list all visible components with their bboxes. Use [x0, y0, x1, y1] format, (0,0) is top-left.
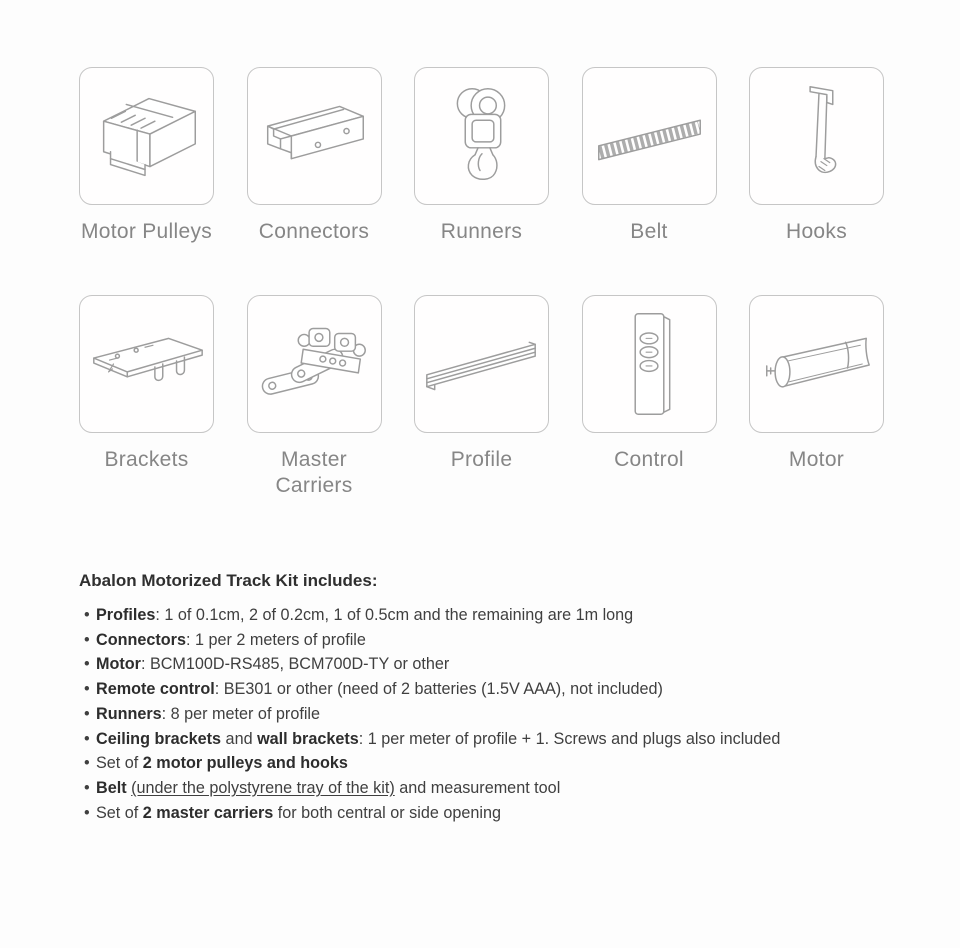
- kit-item-profiles: [79, 603, 907, 628]
- part-label: Brackets: [104, 448, 189, 471]
- part-image-box: [247, 67, 382, 205]
- text-run: and: [221, 729, 258, 748]
- text-run: : BCM100D-RS485, BCM700D-TY or other: [140, 655, 450, 674]
- part-image-box: [414, 295, 549, 433]
- part-label: Hooks: [785, 220, 848, 243]
- part-motor: [749, 295, 884, 499]
- part-image-box: [582, 67, 717, 205]
- text-run-bold: 2 master carriers: [142, 803, 274, 822]
- part-image-box: [749, 67, 884, 205]
- text-run: for both central or side opening: [273, 803, 501, 822]
- part-image-box: [749, 295, 884, 433]
- part-belt: [582, 67, 717, 245]
- part-image-box: [414, 67, 549, 205]
- text-run-bold: Connectors: [96, 630, 186, 649]
- kit-list: [79, 603, 907, 825]
- connectors-icon: [248, 67, 381, 205]
- part-label: Belt: [630, 220, 668, 243]
- kit-item-motor: [79, 652, 907, 677]
- kit-heading: Abalon Motorized Track Kit includes:: [79, 571, 378, 590]
- text-run: : 8 per meter of profile: [161, 704, 321, 723]
- text-run: and measurement tool: [394, 778, 561, 797]
- part-label: Motor: [788, 448, 845, 471]
- hooks-icon: [750, 67, 883, 205]
- kit-item-runners: [79, 702, 907, 727]
- motor-icon: [750, 295, 883, 433]
- part-control: [582, 295, 717, 499]
- parts-row-1: [79, 67, 884, 245]
- part-master-carriers: [247, 295, 382, 499]
- master-carriers-icon: [248, 295, 381, 433]
- kit-info-section: [79, 570, 907, 825]
- part-hooks: [749, 67, 884, 245]
- kit-item-belt: [79, 776, 907, 801]
- text-run: Set of: [96, 754, 143, 773]
- part-label: Master Carriers: [275, 448, 353, 497]
- belt-icon: [583, 67, 716, 205]
- parts-row-2: [79, 295, 884, 499]
- kit-item-connectors: [79, 628, 907, 653]
- part-motor-pulleys: [79, 67, 214, 245]
- part-label: Runners: [440, 220, 523, 243]
- profile-icon: [415, 295, 548, 433]
- kit-item-master-carriers: [79, 801, 907, 826]
- part-profile: [414, 295, 549, 499]
- kit-item-brackets: [79, 727, 907, 752]
- text-run-bold: Motor: [96, 655, 141, 674]
- part-label: Profile: [450, 448, 513, 471]
- part-image-box: [79, 67, 214, 205]
- text-run: Set of: [96, 803, 143, 822]
- part-image-box: [247, 295, 382, 433]
- part-brackets: [79, 295, 214, 499]
- text-run: : 1 of 0.1cm, 2 of 0.2cm, 1 of 0.5cm and the remaining are 1m long: [155, 606, 634, 624]
- text-run-bold: Ceiling brackets: [96, 729, 222, 748]
- text-run-bold: Runners: [96, 704, 162, 723]
- control-icon: [583, 295, 716, 433]
- text-run: : 1 per meter of profile + 1. Screws and plugs also included: [358, 729, 781, 748]
- text-run-bold: wall brackets: [257, 729, 359, 748]
- part-label: Motor Pulleys: [80, 220, 213, 243]
- part-label: Connectors: [258, 220, 370, 243]
- text-run-bold: Profiles: [96, 606, 156, 624]
- text-run-bold: 2 motor pulleys and hooks: [142, 754, 348, 773]
- part-label: Control: [614, 448, 684, 471]
- runners-icon: [415, 67, 548, 205]
- part-runners: [414, 67, 549, 245]
- text-run-bold: Belt: [96, 778, 127, 797]
- part-image-box: [582, 295, 717, 433]
- brackets-icon: [80, 295, 213, 433]
- kit-item-remote-control: [79, 677, 907, 702]
- part-connectors: [247, 67, 382, 245]
- part-image-box: [79, 295, 214, 433]
- motor-pulleys-icon: [80, 67, 213, 205]
- kit-item-motor-pulleys: [79, 751, 907, 776]
- text-run: : BE301 or other (need of 2 batteries (1.5V AAA), not included): [214, 680, 663, 699]
- text-run: : 1 per 2 meters of profile: [185, 630, 366, 649]
- text-run-underline: (under the polystyrene tray of the kit): [131, 778, 395, 797]
- text-run-bold: Remote control: [96, 680, 215, 699]
